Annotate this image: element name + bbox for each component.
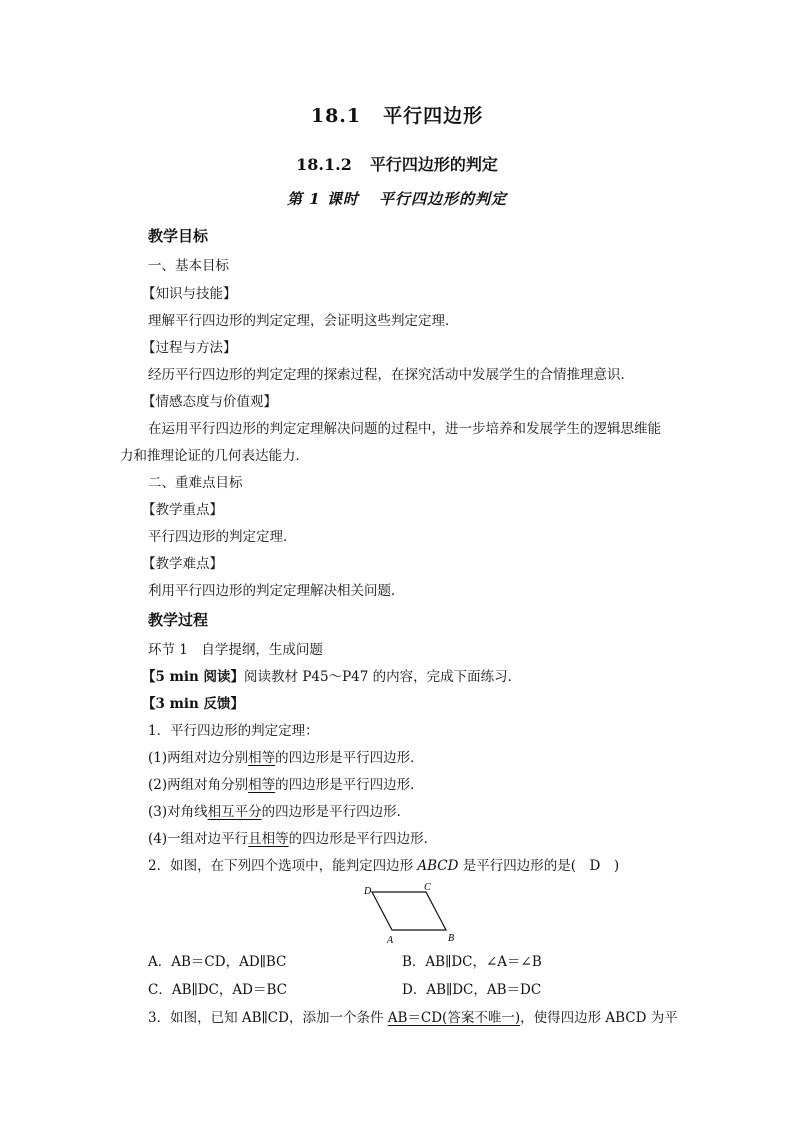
option-a[interactable]: A．AB＝CD，AD∥BC	[148, 954, 287, 970]
process-heading: 教学过程	[148, 611, 209, 629]
option-b[interactable]: B．AB∥DC，∠A＝∠B	[402, 954, 542, 970]
theorem-1-answer: 相等	[248, 750, 276, 766]
knowledge-text: 理解平行四边形的判定定理，会证明这些判定定理．	[148, 313, 459, 329]
lesson-name: 平行四边形的判定	[378, 190, 507, 208]
basic-goals-heading: 一、基本目标	[148, 258, 229, 274]
vertex-label-a: A	[387, 935, 394, 946]
section-number: 18.1	[310, 105, 362, 127]
question-3-answer: AB＝CD(答案不唯一)	[387, 1010, 521, 1026]
feedback-label: 【3 min 反馈】	[142, 696, 245, 712]
theorem-4-answer-1: 且	[248, 831, 262, 847]
vertex-label-c: C	[424, 882, 431, 893]
goals-heading: 教学目标	[148, 227, 209, 245]
focus-text: 平行四边形的判定定理．	[148, 529, 297, 545]
theorem-3	[148, 802, 410, 822]
step1-heading: 环节 1 自学提纲，生成问题	[148, 642, 323, 658]
difficulty-label: 【教学难点】	[142, 556, 223, 572]
parallelogram-shape	[372, 892, 446, 930]
theorem-4	[148, 829, 437, 849]
reading-text: 阅读教材 P45～P47 的内容，完成下面练习．	[244, 669, 522, 685]
subsection-title	[0, 152, 794, 175]
process-label: 【过程与方法】	[142, 340, 237, 356]
theorem-1	[148, 748, 424, 768]
key-goals-heading: 二、重难点目标	[148, 475, 243, 491]
theorem-4-post: 的四边形是平行四边形．	[288, 831, 438, 847]
theorem-2-pre: (2)两组对角分别	[148, 777, 249, 793]
knowledge-label: 【知识与技能】	[142, 286, 237, 302]
theorem-3-post: 的四边形是平行四边形．	[261, 804, 411, 820]
vertex-label-b: B	[448, 933, 455, 944]
question-3-pre: 3．如图，已知 AB∥CD，添加一个条件	[148, 1010, 388, 1026]
theorem-4-answer-2: 相等	[261, 831, 289, 847]
difficulty-text: 利用平行四边形的判定定理解决相关问题．	[148, 583, 405, 599]
option-c[interactable]: C．AB∥DC，AD＝BC	[148, 982, 287, 998]
section-title	[0, 101, 794, 128]
question-3	[148, 1008, 678, 1028]
lesson-title	[0, 188, 794, 209]
reading-instruction	[142, 667, 521, 687]
question-3-post: ，使得四边形 ABCD 为平	[520, 1010, 678, 1026]
question-2-post: 是平行四边形的是( D )	[458, 858, 620, 874]
subsection-name: 平行四边形的判定	[369, 155, 498, 174]
reading-label: 【5 min 阅读】	[142, 669, 245, 685]
theorem-2	[148, 775, 424, 795]
theorem-1-post: 的四边形是平行四边形．	[275, 750, 424, 766]
section-name: 平行四边形	[383, 105, 484, 127]
question-1: 1．平行四边形的判定定理：	[148, 723, 319, 739]
process-text: 经历平行四边形的判定定理的探索过程，在探究活动中发展学生的合情推理意识．	[148, 367, 634, 383]
theorem-2-answer: 相等	[248, 777, 276, 793]
subsection-number: 18.1.2	[296, 155, 352, 174]
emotion-text-line-1: 在运用平行四边形的判定定理解决问题的过程中，进一步培养和发展学生的逻辑思维能	[148, 421, 661, 437]
theorem-3-answer: 相互平分	[207, 804, 262, 820]
question-2	[148, 856, 619, 876]
emotion-text-line-2: 力和推理论证的几何表达能力．	[120, 448, 309, 464]
theorem-1-pre: (1)两组对边分别	[148, 750, 249, 766]
theorem-4-pre: (4)一组对边平行	[148, 831, 249, 847]
option-d[interactable]: D．AB∥DC，AB＝DC	[402, 982, 542, 998]
vertex-label-d: D	[364, 886, 372, 897]
question-2-var: ABCD	[417, 858, 459, 874]
theorem-2-post: 的四边形是平行四边形．	[275, 777, 424, 793]
focus-label: 【教学重点】	[142, 502, 223, 518]
emotion-label: 【情感态度与价值观】	[142, 394, 277, 410]
lesson-number: 第 1 课时	[287, 190, 359, 208]
parallelogram-figure	[360, 880, 460, 950]
theorem-3-pre: (3)对角线	[148, 804, 208, 820]
question-2-pre: 2．如图，在下列四个选项中，能判定四边形	[148, 858, 418, 874]
